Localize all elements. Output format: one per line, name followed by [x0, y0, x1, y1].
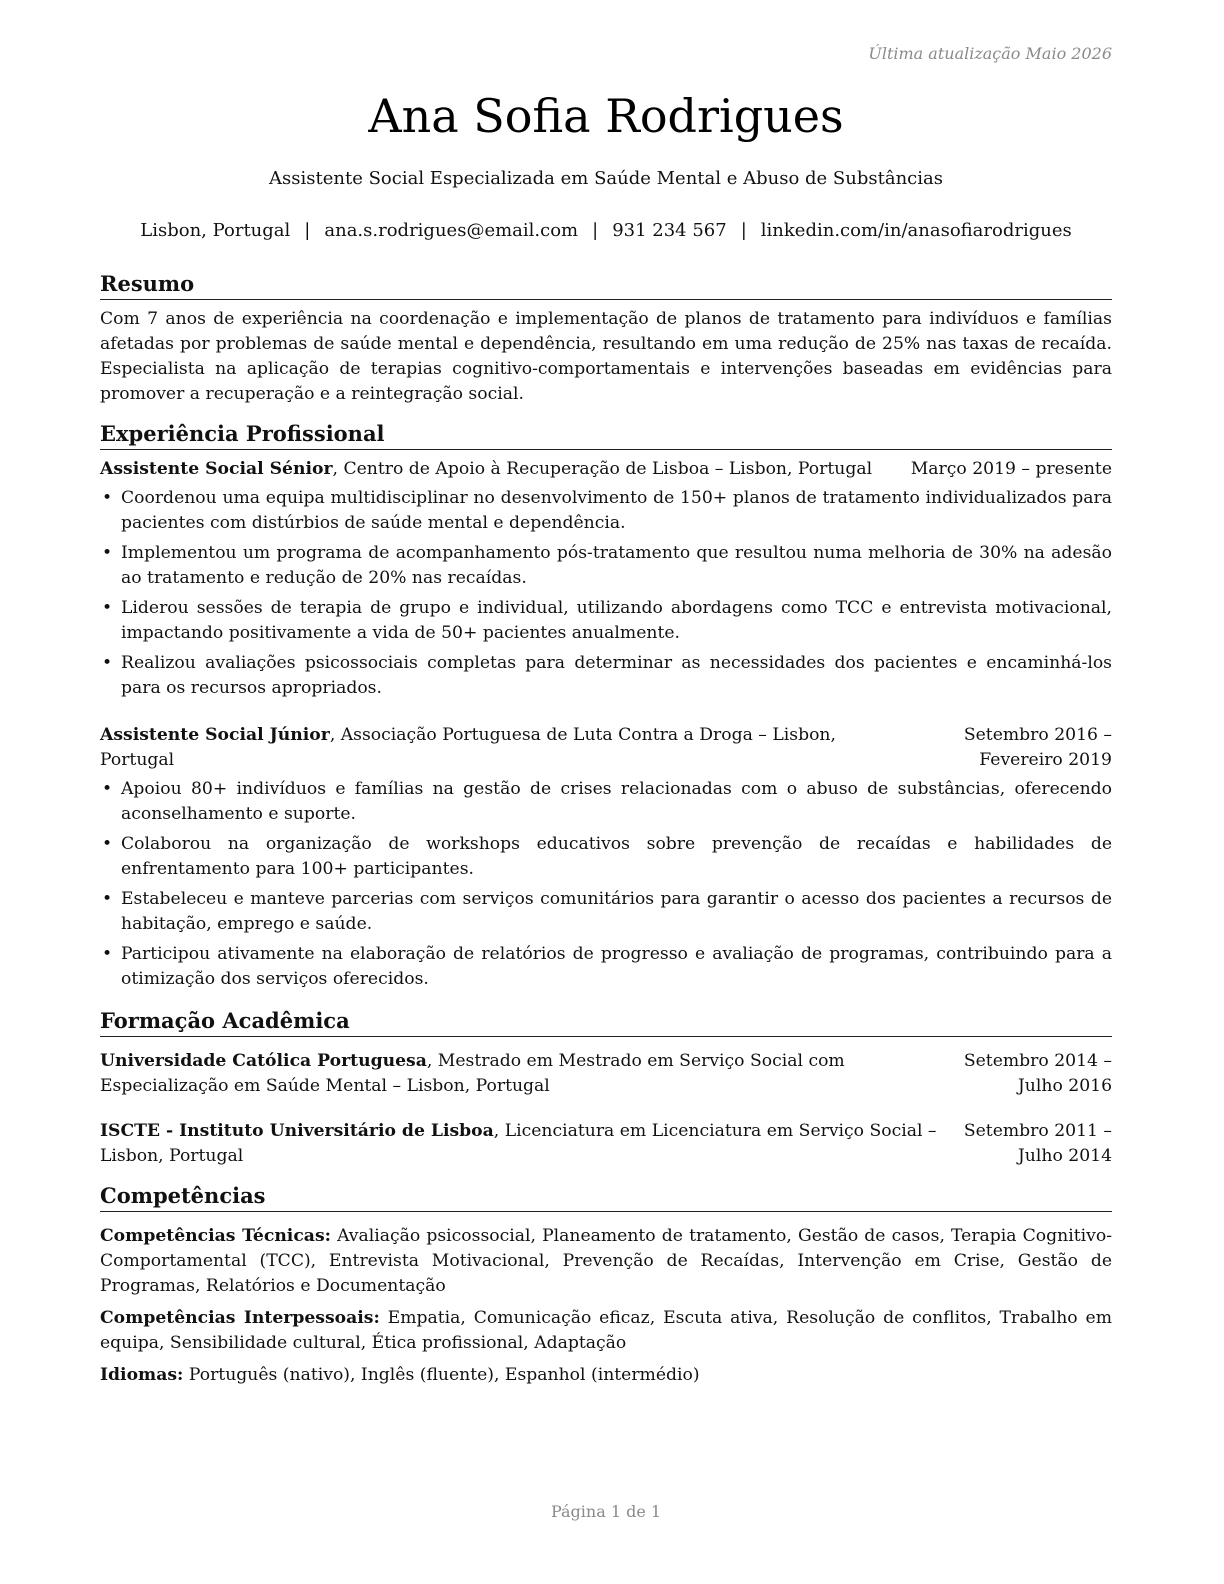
contact-separator: | — [740, 220, 747, 241]
skill-group-value: Português (nativo), Inglês (fluente), Espanhol (intermédio) — [183, 1365, 700, 1385]
job-bullet: • Colaborou na organização de workshops educativos sobre prevenção de recaídas e habilidades de enfrentamento para 100+ participantes. — [100, 832, 1112, 882]
skills-section — [100, 1181, 1112, 1388]
job-bullet: • Realizou avaliações psicossociais completas para determinar as necessidades dos pacientes e encaminhá-los para os recursos apropriados. — [100, 651, 1112, 701]
job-bullet: • Implementou um programa de acompanhamento pós-tratamento que resultou numa melhoria de 30% na adesão ao tratamento e redução de 20% nas recaídas. — [100, 541, 1112, 591]
skill-group-label: Competências Técnicas: — [100, 1226, 331, 1246]
education-header — [100, 1119, 1112, 1169]
job-bullet: • Apoiou 80+ indivíduos e famílias na gestão de crises relacionadas com o abuso de substâncias, oferecendo aconselhamento e suporte. — [100, 777, 1112, 827]
education-detail: , Mestrado em Mestrado em Serviço Social com Especialização em Saúde Mental – Lisbon, Portugal — [100, 1051, 845, 1096]
education-institution: ISCTE - Instituto Universitário de Lisboa — [100, 1121, 494, 1141]
resume-content — [100, 269, 1112, 1400]
summary-text: Com 7 anos de experiência na coordenação e implementação de planos de tratamento para indivíduos e famílias afetadas por problemas de saúde mental e dependência, resultando em uma redução de 25% nas taxas de recaída. Especialista na aplicação de terapias cognitivo-comportamentais e intervenções baseadas em evidências para promover a recuperação e a reintegração social. — [100, 309, 1112, 404]
skill-group — [100, 1306, 1112, 1356]
section-title-summary: Resumo — [100, 269, 1112, 300]
last-updated: Última atualização Maio 2026 — [868, 44, 1112, 63]
job-entry — [100, 457, 1112, 701]
job-bullet: • Coordenou uma equipa multidisciplinar no desenvolvimento de 150+ planos de tratamento individualizados para pacientes com distúrbios de saúde mental e dependência. — [100, 486, 1112, 536]
summary-section — [100, 269, 1112, 407]
contact-linkedin[interactable]: linkedin.com/in/anasofiarodrigues — [760, 220, 1072, 241]
contact-separator: | — [304, 220, 311, 241]
contact-phone: 931 234 567 — [612, 220, 727, 241]
education-institution: Universidade Católica Portuguesa — [100, 1051, 427, 1071]
page-number: Página 1 de 1 — [550, 1502, 662, 1521]
skill-group — [100, 1224, 1112, 1299]
headline: Assistente Social Especializada em Saúde Mental e Abuso de Substâncias — [269, 168, 943, 189]
education-entry — [100, 1049, 1112, 1099]
education-dates: Setembro 2011 – Julho 2014 — [963, 1121, 1112, 1166]
job-employer: , Associação Portuguesa de Luta Contra a Droga – Lisbon, Portugal — [100, 725, 836, 770]
skill-group-value: Avaliação psicossocial, Planeamento de tratamento, Gestão de casos, Terapia Cognitivo-Comportamental (TCC), Entrevista Motivacional, Prevenção de Recaídas, Intervenção em Crise, Gestão de Programas, Relatórios e Documentação — [100, 1226, 1112, 1296]
contact-line — [100, 219, 1112, 243]
job-bullet: • Liderou sessões de terapia de grupo e individual, utilizando abordagens como TCC e entrevista motivacional, impactando positivamente a vida de 50+ pacientes anualmente. — [100, 596, 1112, 646]
section-title-education: Formação Acadêmica — [100, 1006, 1112, 1037]
education-line — [100, 1049, 963, 1099]
section-title-experience: Experiência Profissional — [100, 419, 1112, 450]
skill-group-value: Empatia, Comunicação eficaz, Escuta ativa, Resolução de conflitos, Trabalho em equipa, Sensibilidade cultural, Ética profissional, Adaptação — [100, 1308, 1113, 1353]
job-bullets — [100, 486, 1112, 701]
job-entry — [100, 723, 1112, 992]
contact-location: Lisbon, Portugal — [140, 220, 291, 241]
contact-email[interactable]: ana.s.rodrigues@email.com — [324, 220, 579, 241]
person-name: Ana Sofia Rodrigues — [368, 89, 844, 143]
education-entry — [100, 1119, 1112, 1169]
education-header — [100, 1049, 1112, 1099]
experience-section — [100, 419, 1112, 992]
job-header — [100, 723, 1112, 773]
contact-separator: | — [592, 220, 599, 241]
job-role: Assistente Social Júnior — [100, 725, 330, 745]
education-detail: , Licenciatura em Licenciatura em Serviço Social – Lisbon, Portugal — [100, 1121, 937, 1166]
job-dates: Março 2019 – presente — [910, 459, 1112, 479]
education-line — [100, 1119, 963, 1169]
education-dates: Setembro 2014 – Julho 2016 — [963, 1051, 1112, 1096]
skill-group — [100, 1363, 1112, 1388]
job-bullets — [100, 777, 1112, 992]
resume-page — [100, 0, 1112, 1584]
job-title-line — [100, 723, 904, 773]
job-role: Assistente Social Sénior — [100, 459, 333, 479]
job-bullet: • Participou ativamente na elaboração de relatórios de progresso e avaliação de programas, contribuindo para a otimização dos serviços oferecidos. — [100, 942, 1112, 992]
section-title-skills: Competências — [100, 1181, 1112, 1212]
skill-group-label: Idiomas: — [100, 1365, 184, 1385]
job-dates: Setembro 2016 – Fevereiro 2019 — [963, 725, 1112, 770]
job-employer: , Centro de Apoio à Recuperação de Lisboa – Lisbon, Portugal — [332, 459, 873, 479]
skill-group-label: Competências Interpessoais: — [100, 1308, 380, 1328]
education-section — [100, 1006, 1112, 1169]
job-bullet: • Estabeleceu e manteve parcerias com serviços comunitários para garantir o acesso dos pacientes a recursos de habitação, emprego e saúde. — [100, 887, 1112, 937]
job-title-line — [100, 457, 903, 482]
job-header — [100, 457, 1112, 482]
